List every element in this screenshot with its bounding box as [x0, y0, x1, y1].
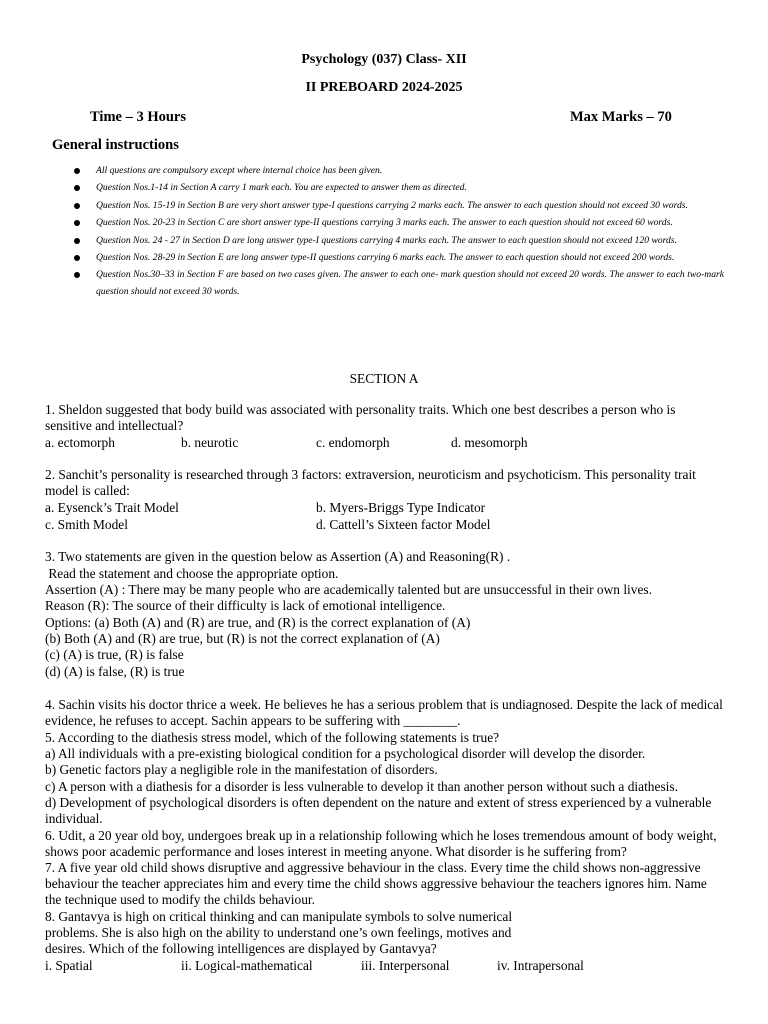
instruction-text: Question Nos. 15-19 in Section B are very short answer type-I questions carrying 2 marks each. The answer to each question should not exceed 30 words. — [96, 199, 688, 211]
instruction-text: Question Nos. 24 - 27 in Section D are long answer type-I questions carrying 4 marks each. The answer to each question should not exceed 120 words. — [96, 234, 677, 246]
question-3-option-a: Options: (a) Both (A) and (R) are true, and (R) is the correct explanation of (A) — [45, 615, 471, 630]
q1-option-c: c. endomorph — [316, 435, 390, 450]
q1-option-a: a. ectomorph — [45, 435, 115, 450]
time-label: Time – 3 Hours — [90, 109, 186, 125]
question-4-text: 4. Sachin visits his doctor thrice a week. He believes he has a serious problem that is undiagnosed. Despite the lack of medical evidence, he refuses to accept. Sachin appears to be suffering with ________. — [45, 697, 723, 729]
bullet-icon — [74, 238, 80, 244]
question-3-option-d: (d) (A) is false, (R) is true — [45, 664, 185, 679]
instruction-item — [74, 267, 724, 300]
question-6-text: 6. Udit, a 20 year old boy, undergoes break up in a relationship following which he loses tremendous amount of body weight, shows poor academic performance and loses interest in meeting anyone. What disorder is he suffering from? — [45, 828, 717, 860]
q2-option-d: d. Cattell’s Sixteen factor Model — [316, 517, 491, 532]
question-3-instruction: Read the statement and choose the appropriate option. — [45, 566, 339, 581]
question-8-options — [45, 958, 725, 975]
question-3-reason: Reason (R): The source of their difficulty is lack of emotional intelligence. — [45, 598, 446, 613]
instruction-text: Question Nos.1-14 in Section A carry 1 mark each. You are expected to answer them as directed. — [96, 182, 467, 194]
q8-option-ii: ii. Logical-mathematical — [181, 958, 313, 973]
question-8-text: 8. Gantavya is high on critical thinking and can manipulate symbols to solve numerical — [45, 909, 513, 924]
instruction-item — [74, 250, 724, 267]
q2-option-a: a. Eysenck’s Trait Model — [45, 500, 179, 515]
instructions-heading: General instructions — [52, 137, 179, 153]
bullet-icon — [74, 185, 80, 191]
q1-option-b: b. neurotic — [181, 435, 239, 450]
question-2-options-row2 — [45, 517, 725, 534]
q2-option-b: b. Myers-Briggs Type Indicator — [316, 500, 486, 515]
instruction-text: Question Nos. 28-29 in Section E are long answer type-II questions carrying 6 marks each. The answer to each question should not exceed 200 words. — [96, 251, 675, 263]
question-5-option-d: d) Development of psychological disorders is often dependent on the nature and extent of stress experienced by a vulnerable individual. — [45, 795, 712, 827]
instruction-item — [74, 233, 724, 250]
instruction-item — [74, 198, 724, 215]
question-2-options-row1 — [45, 500, 725, 517]
bullet-icon — [74, 255, 80, 261]
q2-option-c: c. Smith Model — [45, 517, 128, 532]
question-3-text: 3. Two statements are given in the question below as Assertion (A) and Reasoning(R) . — [45, 549, 511, 564]
instruction-text: Question Nos.30–33 in Section F are based on two cases given. The answer to each one- mark question should not exceed 20 words. The answer to each two-mark question should not exceed 30 words. — [96, 269, 724, 297]
question-8-text-3: desires. Which of the following intelligences are displayed by Gantavya? — [45, 941, 437, 956]
question-3-assertion: Assertion (A) : There may be many people who are academically talented but are unsuccessful in their own lives. — [45, 582, 652, 597]
question-1-text: 1. Sheldon suggested that body build was associated with personality traits. Which one best describes a person who is sensitive and intellectual? — [45, 402, 676, 434]
instruction-text: All questions are compulsory except where internal choice has been given. — [96, 165, 383, 176]
question-3-option-b: (b) Both (A) and (R) are true, but (R) is not the correct explanation of (A) — [45, 631, 440, 646]
instruction-item — [74, 180, 724, 197]
question-8-text-2: problems. She is also high on the ability to understand one’s own feelings, motives and — [45, 925, 512, 940]
instruction-item — [74, 215, 724, 232]
q1-option-d: d. mesomorph — [451, 435, 528, 450]
max-marks-label: Max Marks – 70 — [570, 109, 672, 125]
question-7-text: 7. A five year old child shows disruptive and aggressive behaviour in the class. Every time the child shows non-aggressive behaviour the teacher appreciates him and every time the child shows aggressive behaviour the teachers ignores him. Name the technique used to modify the childs behaviour. — [45, 860, 707, 908]
question-5-option-c: c) A person with a diathesis for a disorder is less vulnerable to develop it than another person without such a diathesis. — [45, 779, 678, 794]
instruction-item — [74, 163, 724, 180]
instruction-text: Question Nos. 20-23 in Section C are short answer type-II questions carrying 3 marks each. The answer to each question should not exceed 60 words. — [96, 217, 673, 229]
section-heading: SECTION A — [349, 371, 419, 386]
question-5-option-a: a) All individuals with a pre-existing biological condition for a psychological disorder will develop the disorder. — [45, 746, 646, 761]
question-5-text: 5. According to the diathesis stress model, which of the following statements is true? — [45, 730, 500, 745]
instructions-list — [74, 163, 724, 301]
bullet-icon — [74, 203, 80, 209]
question-1-options — [45, 435, 725, 452]
question-5-option-b: b) Genetic factors play a negligible role in the manifestation of disorders. — [45, 762, 438, 777]
question-2-text: 2. Sanchit’s personality is researched through 3 factors: extraversion, neuroticism and psychoticism. This personality trait model is called: — [45, 467, 696, 499]
q8-option-iii: iii. Interpersonal — [361, 958, 450, 973]
bullet-icon — [74, 220, 80, 226]
page-title: Psychology (037) Class- XII — [301, 52, 467, 67]
q8-option-iv: iv. Intrapersonal — [497, 958, 584, 973]
question-3-option-c: (c) (A) is true, (R) is false — [45, 647, 184, 662]
bullet-icon — [74, 272, 80, 278]
page-subtitle: II PREBOARD 2024-2025 — [305, 80, 463, 95]
bullet-icon — [74, 168, 80, 174]
q8-option-i: i. Spatial — [45, 958, 93, 973]
